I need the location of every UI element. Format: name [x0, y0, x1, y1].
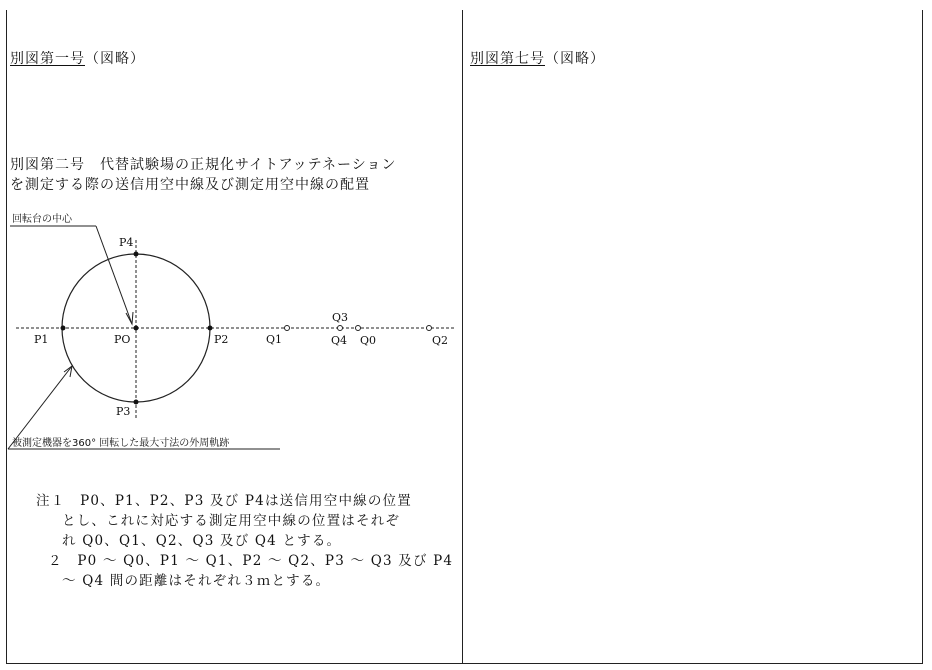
label-q0: Q0	[360, 334, 377, 347]
label-p2: P2	[214, 333, 229, 346]
figure1-suffix: （図略）	[85, 51, 145, 67]
figure7-suffix: （図略）	[545, 51, 605, 67]
note2-line2: 〜 Q4 間の距離はそれぞれ３ｍとする。	[62, 573, 331, 589]
figure1-title: 別図第一号	[10, 51, 85, 67]
note1-line2: とし、これに対応する測定用空中線の位置はそれぞ	[62, 513, 401, 529]
figure2-title-line1: 別図第二号 代替試験場の正規化サイトアッテネーション	[10, 157, 397, 173]
label-q2: Q2	[432, 334, 449, 347]
label-q4: Q4	[331, 334, 348, 347]
figure2-title-line2: を測定する際の送信用空中線及び測定用空中線の配置	[10, 177, 370, 193]
callout-perimeter-label: 被測定機器を360° 回転した最大寸法の外周軌跡	[12, 438, 230, 449]
label-p3: P3	[116, 405, 131, 418]
note2-line1: ２ P0 〜 Q0、P1 〜 Q1、P2 〜 Q2、P3 〜 Q3 及び P4	[48, 553, 454, 569]
note1-line3: れ Q0、Q1、Q2、Q3 及び Q4 とする。	[62, 533, 342, 549]
label-p0: PO	[114, 333, 131, 346]
note1-line1: 注１ P0、P1、P2、P3 及び P4は送信用空中線の位置	[36, 493, 412, 509]
callout-center-label: 回転台の中心	[12, 214, 72, 225]
figure7-title: 別図第七号	[470, 51, 545, 67]
label-q1: Q1	[266, 333, 283, 346]
label-p4: P4	[119, 236, 134, 249]
figure7-heading	[470, 48, 605, 68]
label-p1: P1	[34, 333, 49, 346]
label-q3: Q3	[332, 311, 349, 324]
